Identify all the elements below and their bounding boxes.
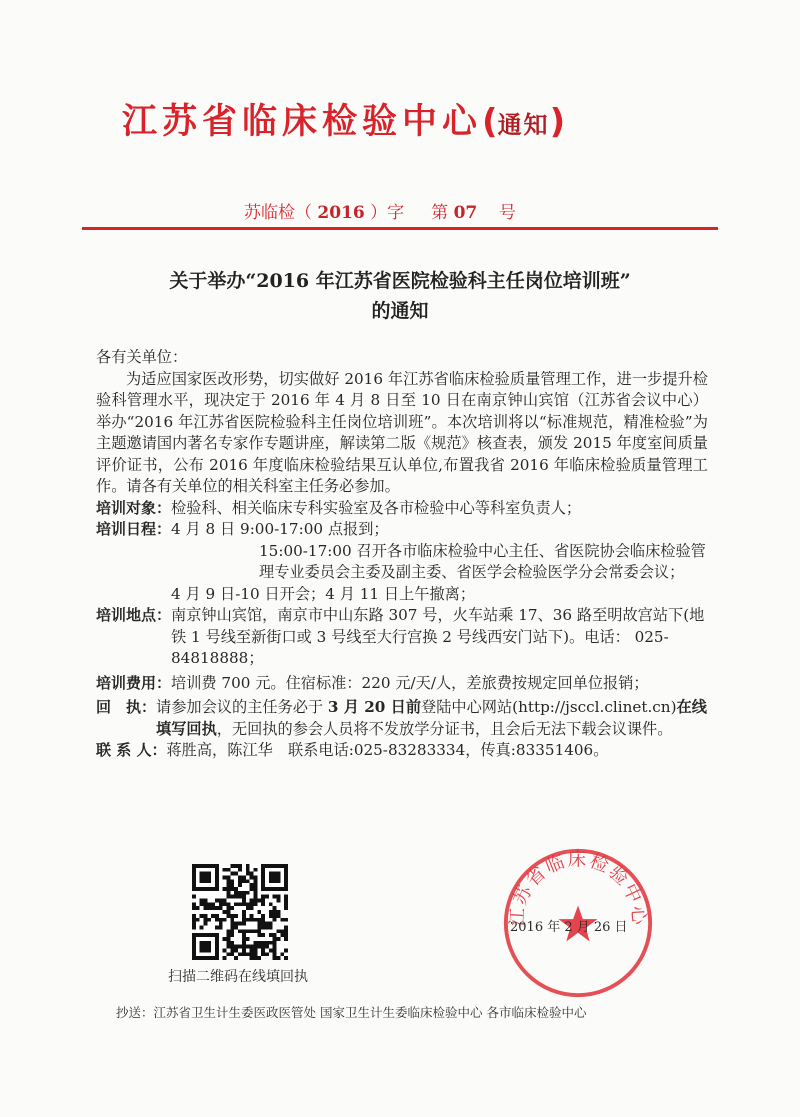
schedule-value: [171, 519, 708, 605]
contact-label: 联 系 人：: [96, 741, 167, 759]
receipt-online: 在线填写回执: [156, 698, 707, 738]
docnum-year: 2016: [317, 203, 365, 223]
schedule-line-3: 4 月 9 日-10 日开会；4 月 11 日上午撤离；: [171, 584, 476, 603]
target-value: 检验科、相关临床专科实验室及各市检验中心等科室负责人；: [171, 498, 582, 517]
seal-text: 江苏省临床检验中心: [506, 849, 650, 928]
schedule-line-2: 15:00-17:00 召开各市临床检验中心主任、省医院协会临床检验管理专业委员会主委及副主委、省医学会检验医学分会常委会议；: [259, 541, 706, 581]
contact-value: 蒋胜高，陈江华 联系电话:025-83283334，传真:83351406。: [166, 741, 609, 759]
notice-title-line2: 的通知: [371, 300, 429, 322]
document-number: [244, 198, 516, 223]
venue-label: 培训地点：: [96, 606, 172, 624]
field-receipt: [96, 697, 708, 740]
docnum-number: 07: [453, 203, 478, 223]
qr-code-image[interactable]: [192, 864, 288, 960]
field-schedule: [96, 519, 708, 605]
doc-type: 通知: [497, 111, 550, 139]
header-divider: [82, 227, 718, 230]
field-fee: [96, 673, 708, 695]
receipt-deadline: 3 月 20 日前: [327, 698, 422, 716]
paren-close: ): [549, 102, 566, 142]
intro-paragraph: 为适应国家医改形势，切实做好 2016 年江苏省临床检验质量管理工作，进一步提升检验科管理水平，现决定于 2016 年 4 月 8 日至 10 日在南京钟山宾馆（江苏省会议中心）举办“2016 年江苏省医院检验科主任岗位培训班”。本次培训将以“标准规范，精准检验”为主题邀请国内著名专家作专题讲座，解读第二版《规范》核查表，颁发 2015 年度室间质量评价证书，公布 2016 年度临床检验结果互认单位,布置我省 2016 年临床检验质量管理工作。请各有关单位的相关科室主任务必参加。: [96, 369, 708, 495]
receipt-label: 回 执：: [96, 698, 157, 716]
field-contact: [96, 740, 708, 762]
org-name: 江苏省临床检验中心: [122, 102, 483, 142]
salutation: 各有关单位：: [96, 348, 188, 366]
docnum-mid: ）字: [370, 203, 405, 223]
notice-title: [120, 266, 680, 326]
issue-date: 2016 年 2 月 26 日: [510, 920, 628, 935]
field-target: [96, 498, 708, 520]
docnum-di: 第: [431, 203, 449, 223]
paren-open: (: [482, 102, 498, 142]
receipt-pre: 请参加会议的主任务必于: [156, 698, 328, 716]
target-label: 培训对象：: [96, 498, 172, 517]
fee-value: 培训费 700 元。住宿标准：220 元/天/人，差旅费按规定回单位报销；: [171, 673, 649, 692]
receipt-mid[interactable]: 登陆中心网站(http://jsccl.clinet.cn): [421, 698, 677, 716]
field-venue: [96, 605, 708, 670]
docnum-hao: 号: [498, 203, 516, 223]
cc-list: 抄送：江苏省卫生计生委医政医管处 国家卫生计生委临床检验中心 各市临床检验中心: [116, 1005, 587, 1020]
notice-body: [96, 347, 708, 762]
schedule-line-1: 4 月 8 日 9:00-17:00 点报到；: [171, 520, 389, 538]
docnum-prefix: 苏临检（: [244, 203, 312, 223]
issuing-organization-header: [122, 94, 682, 144]
schedule-label: 培训日程：: [96, 520, 172, 538]
qr-caption: 扫描二维码在线填回执: [168, 969, 308, 985]
venue-value: 南京钟山宾馆，南京市中山东路 307 号，火车站乘 17、36 路至明故宫站下(地铁 1 号线至新街口或 3 号线至大行宫换 2 号线西安门站下)。电话： 025-84818888；: [171, 606, 705, 667]
notice-title-line1: 关于举办“2016 年江苏省医院检验科主任岗位培训班”: [169, 270, 631, 292]
receipt-post: ，无回执的参会人员将不发放学分证书，且会后无法下载会议课件。: [216, 719, 673, 738]
receipt-value: [156, 697, 708, 740]
fee-label: 培训费用：: [96, 673, 172, 692]
